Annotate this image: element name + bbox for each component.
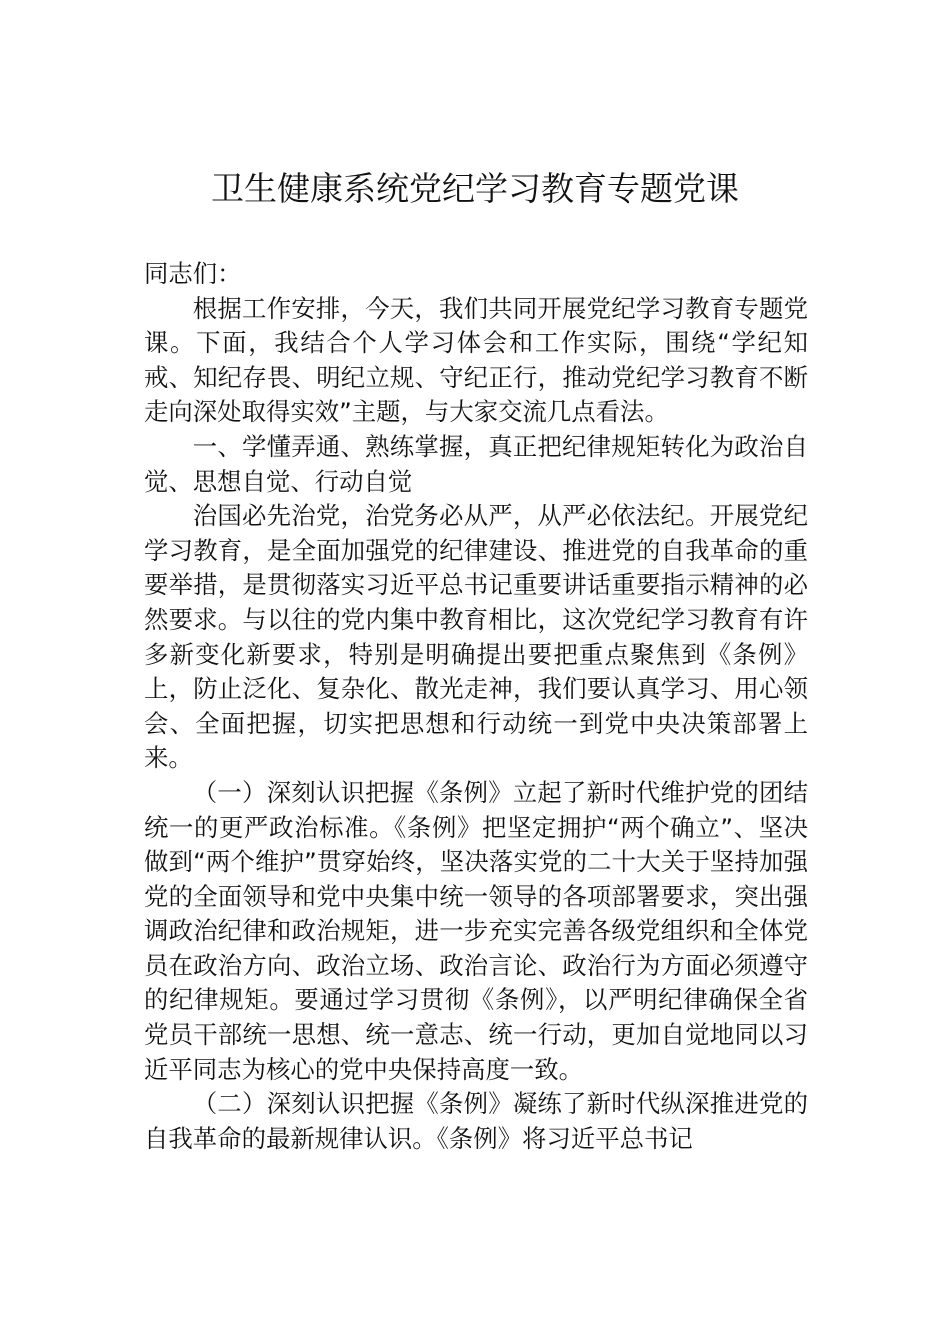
- document-body: [144, 257, 808, 1156]
- section-heading-1: 一、学懂弄通、熟练掌握，真正把纪律规矩转化为政治自觉、思想自觉、行动自觉: [144, 431, 808, 496]
- salutation: 同志们：: [144, 259, 242, 288]
- subsection-paragraph-2: （二）深刻认识把握《条例》凝练了新时代纵深推进党的自我革命的最新规律认识。《条例》将习近平总书记: [144, 1089, 808, 1153]
- body-paragraph: 治国必先治党，治党务必从严，从严必依法纪。开展党纪学习教育，是全面加强党的纪律建设、推进党的自我革命的重要举措，是贯彻落实习近平总书记重要讲话重要指示精神的必然要求。与以往的党内集中教育相比，这次党纪学习教育有许多新变化新要求，特别是明确提出要把重点聚焦到《条例》上，防止泛化、复杂化、散光走神，我们要认真学习、用心领会、全面把握，切实把思想和行动统一到党中央决策部署上来。: [144, 501, 808, 773]
- document-title: 卫生健康系统党纪学习教育专题党课: [211, 169, 739, 208]
- intro-paragraph: 根据工作安排，今天，我们共同开展党纪学习教育专题党课。下面，我结合个人学习体会和工作实际，围绕“学纪知戒、知纪存畏、明纪立规、守纪正行，推动党纪学习教育不断走向深处取得实效”主题，与大家交流几点看法。: [144, 293, 808, 427]
- subsection-paragraph-1: （一）深刻认识把握《条例》立起了新时代维护党的团结统一的更严政治标准。《条例》把坚定拥护“两个确立”、坚决做到“两个维护”贯穿始终，坚决落实党的二十大关于坚持加强党的全面领导和党中央集中统一领导的各项部署要求，突出强调政治纪律和政治规矩，进一步充实完善各级党组织和全体党员在政治方向、政治立场、政治言论、政治行为方面必须遵守的纪律规矩。要通过学习贯彻《条例》，以严明纪律确保全省党员干部统一思想、统一意志、统一行动，更加自觉地同以习近平同志为核心的党中央保持高度一致。: [144, 777, 808, 1084]
